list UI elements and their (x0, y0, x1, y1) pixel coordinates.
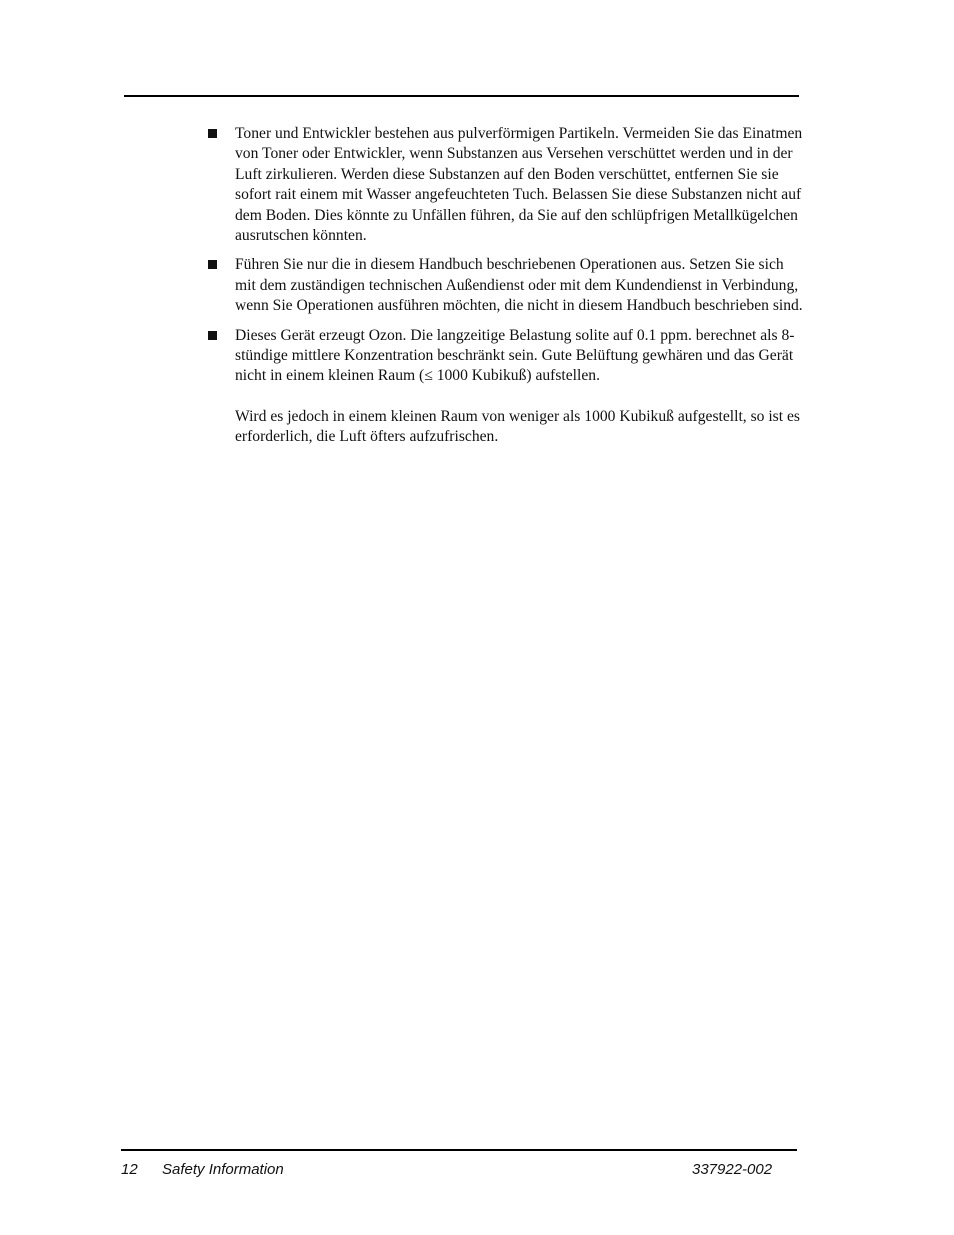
safety-bullet-list (205, 124, 805, 457)
bullet-item-operations (205, 255, 805, 316)
square-bullet-icon (208, 260, 217, 269)
bullet-text: Toner und Entwickler bestehen aus pulverförmigen Partikeln. Vermeiden Sie das Einatmen von Toner oder Entwickler, wenn Substanzen aus Versehen verschüttet werden und in der Luft zirkulieren. Werden diese Substanzen auf den Boden verschüttet, entfernen Sie sie sofort rait einem mit Wasser angefeuchteten Tuch. Belassen Sie diese Substanzen nicht auf dem Boden. Dies könnte zu Unfällen führen, da Sie auf den schlüpfrigen Metallkügelchen ausrutschen könnten. (235, 125, 803, 245)
bullet-item-toner (205, 124, 805, 246)
square-bullet-icon (208, 331, 217, 340)
bullet-text: Führen Sie nur die in diesem Handbuch beschriebenen Operationen aus. Setzen Sie sich mit dem zuständigen technischen Außendienst oder mit dem Kundendienst in Verbindung, wenn Sie Operationen ausführen möchten, die nicht in diesem Handbuch beschrieben sind. (235, 256, 803, 315)
bullet-text: Dieses Gerät erzeugt Ozon. Die langzeitige Belastung solite auf 0.1 ppm. berechnet als 8-stündige mittlere Konzentration beschränkt sein. Gute Belüftung gewhären und das Gerät nicht in einem kleinen Raum (≤ 1000 Kubikuß) aufstellen. (235, 326, 795, 385)
footer-document-number: 337922-002 (692, 1161, 773, 1178)
square-bullet-icon (208, 129, 217, 138)
bullet-item-ozone (205, 326, 805, 448)
header-rule (124, 95, 799, 97)
footer-section-title: Safety Information (162, 1161, 284, 1178)
bullet-text-continued: Wird es jedoch in einem kleinen Raum von weniger als 1000 Kubikuß aufgestellt, so ist es erforderlich, die Luft öfters aufzufrischen. (235, 407, 800, 446)
footer-rule (121, 1149, 797, 1151)
footer-page-number: 12 (121, 1161, 138, 1178)
